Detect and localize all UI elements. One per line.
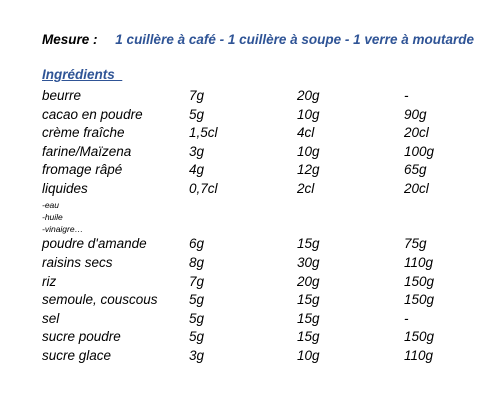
measure-cafe: 3g <box>189 143 205 159</box>
measure-cafe: 3g <box>189 348 205 364</box>
measure-soupe: 10g <box>297 348 320 364</box>
table-row <box>42 254 482 273</box>
measure-soupe: 2cl <box>297 180 315 196</box>
table-row <box>42 328 482 347</box>
ingredient-name: crème fraîche <box>42 125 125 141</box>
measure-verre: 150g <box>404 329 435 345</box>
ingredient-name: -vinaigre… <box>42 224 84 235</box>
measure-line <box>42 32 474 47</box>
measure-cafe: 1,5cl <box>189 125 218 141</box>
measure-soupe: 15g <box>297 292 320 308</box>
ingredient-name: fromage râpé <box>42 162 123 178</box>
measure-label: Mesure : <box>42 32 98 47</box>
ingredient-name: cacao en poudre <box>42 106 143 122</box>
ingredient-name: liquides <box>42 180 88 196</box>
table-row <box>42 235 482 254</box>
measure-cafe: 5g <box>189 329 205 345</box>
measure-soupe: 4cl <box>297 125 315 141</box>
table-row <box>42 106 482 125</box>
measure-verre: 20cl <box>404 180 429 196</box>
ingredient-name: riz <box>42 273 57 289</box>
ingredient-name: raisins secs <box>42 255 113 271</box>
measure-verre: 65g <box>404 162 427 178</box>
measure-soupe: 12g <box>297 162 320 178</box>
table-row <box>42 180 482 199</box>
sub-item-row <box>42 223 482 235</box>
measure-verre: 110g <box>404 255 434 271</box>
table-row <box>42 143 482 162</box>
table-row <box>42 347 482 366</box>
measure-verre: 110g <box>404 348 434 364</box>
measure-cafe: 5g <box>189 292 205 308</box>
measure-verre: 150g <box>404 292 435 308</box>
measure-cafe: 4g <box>189 162 205 178</box>
measure-verre: - <box>404 310 409 326</box>
measure-soupe: 15g <box>297 310 320 326</box>
table-row <box>42 124 482 143</box>
ingredient-name: farine/Maïzena <box>42 143 132 159</box>
measure-verre: - <box>404 88 409 103</box>
sub-item-row <box>42 211 482 223</box>
measure-verre: 20cl <box>404 125 429 141</box>
table-row <box>42 87 482 106</box>
ingredient-name: -huile <box>42 211 63 222</box>
ingredient-name: sel <box>42 310 60 326</box>
ingredient-name: beurre <box>42 88 82 103</box>
measure-verre: 100g <box>404 143 435 159</box>
ingredients-heading: Ingrédients_ <box>42 67 123 82</box>
ingredient-name: poudre d'amande <box>42 236 147 252</box>
ingredients-table <box>42 87 482 366</box>
measure-cafe: 5g <box>189 310 205 326</box>
sub-item-row <box>42 199 482 211</box>
measure-cafe: 6g <box>189 236 205 252</box>
table-row <box>42 310 482 329</box>
measure-soupe: 10g <box>297 106 320 122</box>
table-row <box>42 273 482 292</box>
measure-cafe: 0,7cl <box>189 180 218 196</box>
measure-soupe: 15g <box>297 236 320 252</box>
ingredient-name: sucre poudre <box>42 329 121 345</box>
measure-cafe: 5g <box>189 106 205 122</box>
measure-cafe: 7g <box>189 273 205 289</box>
measure-verre: 75g <box>404 236 427 252</box>
ingredient-name: -eau <box>42 199 60 210</box>
ingredient-name: semoule, couscous <box>42 292 158 308</box>
measure-soupe: 10g <box>297 143 320 159</box>
measure-verre: 150g <box>404 273 435 289</box>
ingredient-name: sucre glace <box>42 348 112 364</box>
measure-verre: 90g <box>404 106 427 122</box>
measure-soupe: 20g <box>297 88 320 103</box>
measure-cafe: 8g <box>189 255 205 271</box>
measure-soupe: 15g <box>297 329 320 345</box>
measure-soupe: 20g <box>297 273 320 289</box>
measure-value: 1 cuillère à café - 1 cuillère à soupe - 1 verre à moutarde <box>115 32 474 47</box>
measure-cafe: 7g <box>189 88 205 103</box>
table-row <box>42 291 482 310</box>
measure-soupe: 30g <box>297 255 320 271</box>
table-row <box>42 161 482 180</box>
